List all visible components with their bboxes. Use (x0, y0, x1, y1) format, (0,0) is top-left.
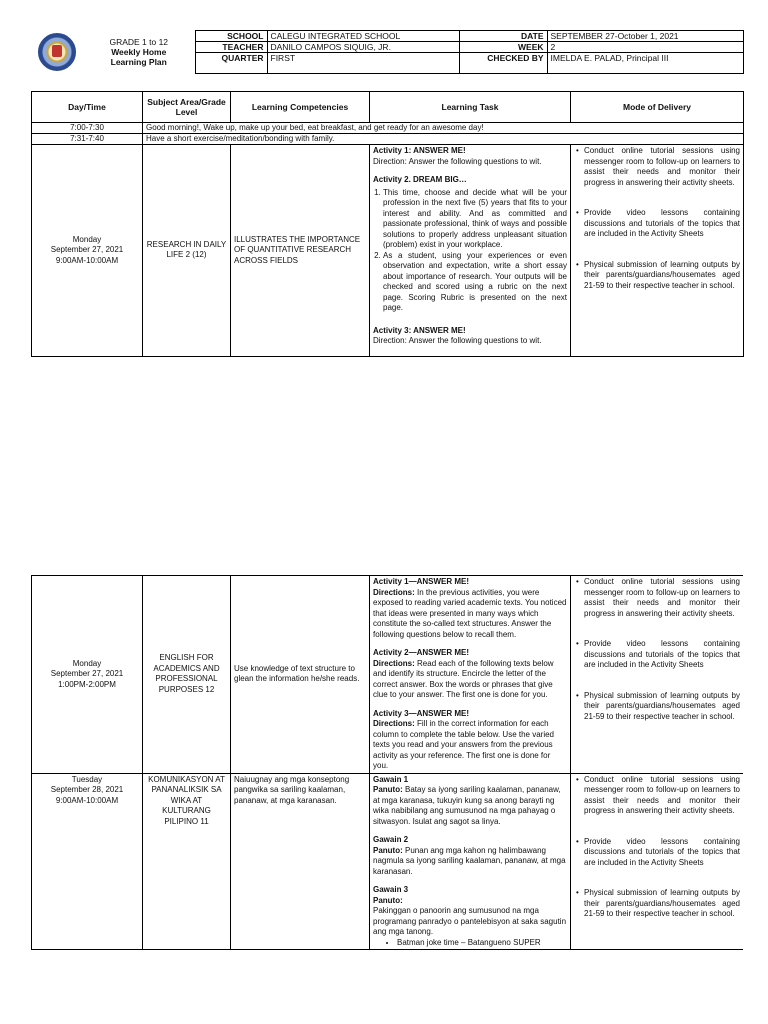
table-row (32, 773, 744, 950)
date-value: SEPTEMBER 27-October 1, 2021 (547, 31, 743, 42)
competency-cell: ILLUSTRATES THE IMPORTANCE OF QUANTITATIVE RESEARCH ACROSS FIELDS (231, 145, 370, 357)
delivery-item: • Provide video lessons containing discussions and tutorials of the topics that are included in the Activity Sheets (582, 208, 740, 240)
activity-title: Activity 2—ANSWER ME! (373, 648, 470, 657)
activity-title: Activity 3—ANSWER ME! (373, 708, 470, 718)
gawain-title: Gawain 1 (373, 774, 409, 784)
delivery-item: • Physical submission of learning outputs by their parents/guardians/housemates aged 21-59 to their respective teacher in school. (582, 888, 740, 920)
subject-cell: ENGLISH FOR ACADEMICS AND PROFESSIONAL PURPOSES 12 (143, 576, 231, 774)
delivery-item: • Conduct online tutorial sessions using messenger room to follow-up on learners to assist their needs and monitor their progress in answering their activity sheets. (582, 146, 740, 188)
school-label: SCHOOL (195, 31, 267, 42)
gawain-direction: Punan ang mga kahon ng halimbawang nagmula sa iyong sariling kaalaman, pananaw, at mga karanasan. (373, 845, 566, 876)
routine-text: Have a short exercise/meditation/bonding with family. (143, 134, 744, 145)
day: Monday (72, 234, 102, 244)
day-time-cell (32, 576, 143, 774)
teacher-value: DANILO CAMPOS SIQUIG, JR. (267, 42, 459, 53)
routine-row (32, 123, 744, 134)
learning-task-cell (370, 576, 571, 774)
quarter-value: FIRST (267, 53, 459, 74)
routine-text: Good morning!, Wake up, make up your bed, eat breakfast, and get ready for an awesome day! (143, 123, 744, 134)
subject-cell: RESEARCH IN DAILY LIFE 2 (12) (143, 145, 231, 357)
activity-title: Activity 2. DREAM BIG… (373, 175, 467, 184)
learning-task-cell (370, 145, 571, 357)
activity-direction: Fill in the correct information for each column to complete the table below. Use the varied texts you read and your answers from the previous activity as your reference. The first one is done for you. (373, 719, 554, 770)
title-line-2: Weekly Home (111, 47, 167, 57)
panuto-label: Panuto: (373, 895, 403, 905)
learning-plan-table (31, 91, 744, 357)
table-header-row (32, 92, 744, 123)
activity-title: Activity 1: ANSWER ME! (373, 146, 466, 155)
delivery-item: • Conduct online tutorial sessions using messenger room to follow-up on learners to assist their needs and monitor their progress in answering their activity sheets. (582, 775, 740, 817)
panuto-label: Panuto: (373, 845, 403, 855)
table-row (32, 576, 744, 774)
delivery-item: • Physical submission of learning outputs by their parents/guardians/housemates aged 21-59 to their respective teacher in school. (582, 691, 740, 723)
checked-by-label: CHECKED BY (459, 53, 547, 74)
delivery-item: • Conduct online tutorial sessions using messenger room to follow-up on learners to assist their needs and monitor their progress in answering their activity sheets. (582, 577, 740, 619)
delivery-cell (571, 576, 744, 774)
header-table (31, 30, 744, 74)
col-header-subject: Subject Area/Grade Level (143, 92, 231, 123)
activity-title: Activity 3: ANSWER ME! (373, 325, 466, 335)
activity-item: 1. This time, choose and decide what will be your profession in the next five (5) years that fits to your interest and ability. And as committed and passionate professional, think of ways and possible solutions to properly address unpleasant situation (problem) exist in your workplace. (383, 188, 567, 251)
deped-seal-logo (38, 33, 76, 71)
panuto-label: Panuto: (373, 785, 403, 794)
plan-title (83, 31, 195, 74)
gawain-direction: Batay sa iyong sariling kaalaman, pananaw, at mga karanasa, tukuyin kung sa anong barayti ng wika nabibilang ang sumusunod na mga pahayag o sitwasyon. Isulat ang sagot sa linya. (373, 785, 561, 826)
directions-label: Directions: (373, 658, 415, 668)
col-header-task: Learning Task (370, 92, 571, 123)
date: September 27, 2021 (50, 669, 124, 678)
delivery-item: • Physical submission of learning outputs by their parents/guardians/housemates aged 21-59 to their respective teacher in school. (582, 260, 740, 292)
date: September 27, 2021 (50, 245, 124, 254)
teacher-label: TEACHER (195, 42, 267, 53)
activity-direction: Read each of the following texts below and identify its structure. Encircle the letter of the correct answer. Box the words or phrases that give clue to your answer. The first one is done for you. (373, 658, 554, 699)
directions-label: Directions: (373, 719, 415, 728)
delivery-item: • Provide video lessons containing discussions and tutorials of the topics that are included in the Activity Sheets (582, 639, 740, 671)
week-label: WEEK (459, 42, 547, 53)
routine-row (32, 134, 744, 145)
title-line-3: Learning Plan (110, 57, 167, 67)
subject-cell: KOMUNIKASYON AT PANANALIKSIK SA WIKA AT KULTURANG PILIPINO 11 (143, 773, 231, 950)
learning-plan-table-continued (31, 575, 743, 950)
date-label: DATE (459, 31, 547, 42)
delivery-cell (571, 773, 744, 950)
gawain-title: Gawain 3 (373, 885, 409, 894)
table-row (32, 145, 744, 357)
quarter-label: QUARTER (195, 53, 267, 74)
learning-task-cell (370, 773, 571, 950)
gawain-bullet: • Batman joke time – Batangueno SUPER (397, 938, 567, 949)
time: 9:00AM-10:00AM (55, 795, 119, 805)
activity-title: Activity 1—ANSWER ME! (373, 577, 470, 586)
date: September 28, 2021 (50, 785, 124, 794)
activity-item: 2. As a student, using your experiences or even observation and expectation, write a short essay about importance of research. Your outputs will be checked and scored using a rubric on the next page. Scoring Rubric is presented on the next page. (383, 251, 567, 314)
routine-time: 7:31-7:40 (32, 134, 143, 145)
deped-logo-cell (31, 31, 83, 74)
directions-label: Directions: (373, 587, 415, 597)
time: 1:00PM-2:00PM (58, 679, 116, 689)
document-page-2 (31, 575, 743, 1024)
day: Monday (72, 658, 102, 668)
activity-direction: In the previous activities, you were exposed to reading varied academic texts. You noticed that ideas were presented in many ways which constitute the so-called text structures. Answer the following questions below to recall them. (373, 587, 567, 639)
day-time-cell (32, 145, 143, 357)
school-value: CALEGU INTEGRATED SCHOOL (267, 31, 459, 42)
competency-cell: Naiuugnay ang mga konseptong pangwika sa sariling kaalaman, pananaw, at mga karanasan. (231, 773, 370, 950)
gawain-direction: Pakinggan o panoorin ang sumusunod na mga programang panradyo o pantelebisyon at saka sagutin ang mga tanong. (373, 906, 567, 936)
col-header-delivery: Mode of Delivery (571, 92, 744, 123)
document-page-1 (31, 30, 743, 410)
title-line-1: GRADE 1 to 12 (109, 37, 169, 47)
week-value: 2 (547, 42, 743, 53)
activity-direction: Direction: Answer the following questions to wit. (373, 336, 542, 345)
checked-by-value: IMELDA E. PALAD, Principal III (547, 53, 743, 74)
delivery-cell (571, 145, 744, 357)
time: 9:00AM-10:00AM (55, 255, 119, 265)
activity-direction: Direction: Answer the following questions to wit. (373, 156, 542, 166)
col-header-competencies: Learning Competencies (231, 92, 370, 123)
routine-time: 7:00-7:30 (32, 123, 143, 134)
competency-cell: Use knowledge of text structure to glean the information he/she reads. (231, 576, 370, 774)
col-header-day-time: Day/Time (32, 92, 143, 123)
day-time-cell (32, 773, 143, 950)
gawain-title: Gawain 2 (373, 835, 409, 844)
day: Tuesday (71, 774, 103, 784)
delivery-item: • Provide video lessons containing discussions and tutorials of the topics that are included in the Activity Sheets (582, 837, 740, 869)
